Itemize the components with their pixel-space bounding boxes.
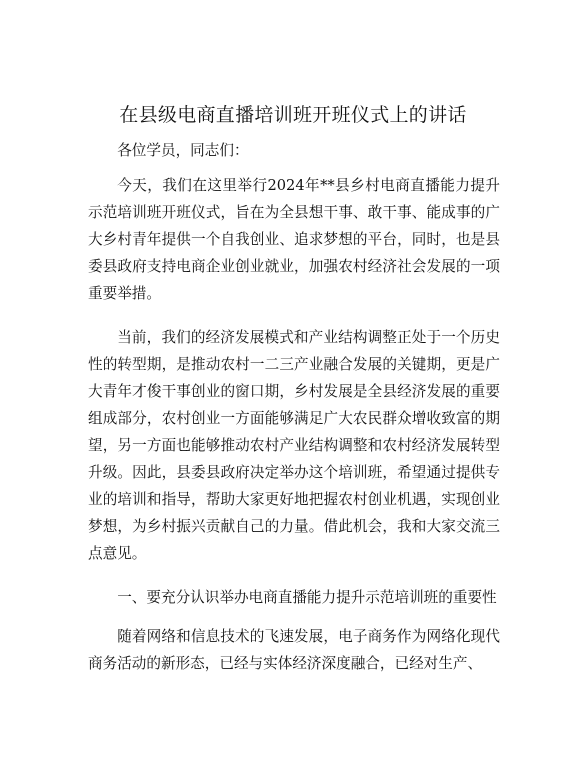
paragraph-opening: 今天，我们在这里举行2024年**县乡村电商直播能力提升示范培训班开班仪式，旨在为全县想干事、敢干事、能成事的广大乡村青年提供一个自我创业、追求梦想的平台，同时，也是县委县政府支持电商企业创业就业，加强农村经济社会发展的一项重要举措。 bbox=[88, 177, 500, 302]
document-body bbox=[88, 137, 500, 694]
salutation: 各位学员，同志们： bbox=[117, 142, 249, 159]
section-heading-1: 一、要充分认识举办电商直播能力提升示范培训班的重要性 bbox=[117, 589, 497, 606]
document-title: 在县级电商直播培训班开班仪式上的讲话 bbox=[119, 104, 467, 126]
paragraph-section-1: 随着网络和信息技术的飞速发展，电子商务作为网络化现代商务活动的新形态，已经与实体经济深度融合，已经对生产、 bbox=[88, 628, 500, 672]
paragraph-context: 当前，我们的经济发展模式和产业结构调整正处于一个历史性的转型期，是推动农村一二三产业融合发展的关键期，更是广大青年才俊干事创业的窗口期，乡村发展是全县经济发展的重要组成部分，农村创业一方面能够满足广大农民群众增收致富的期望，另一方面也能够推动农村产业结构调整和农村经济发展转型升级。因此，县委县政府决定举办这个培训班，希望通过提供专业的培训和指导，帮助大家更好地把握农村创业机遇，实现创业梦想，为乡村振兴贡献自己的力量。借此机会，我和大家交流三点意见。 bbox=[88, 329, 500, 562]
